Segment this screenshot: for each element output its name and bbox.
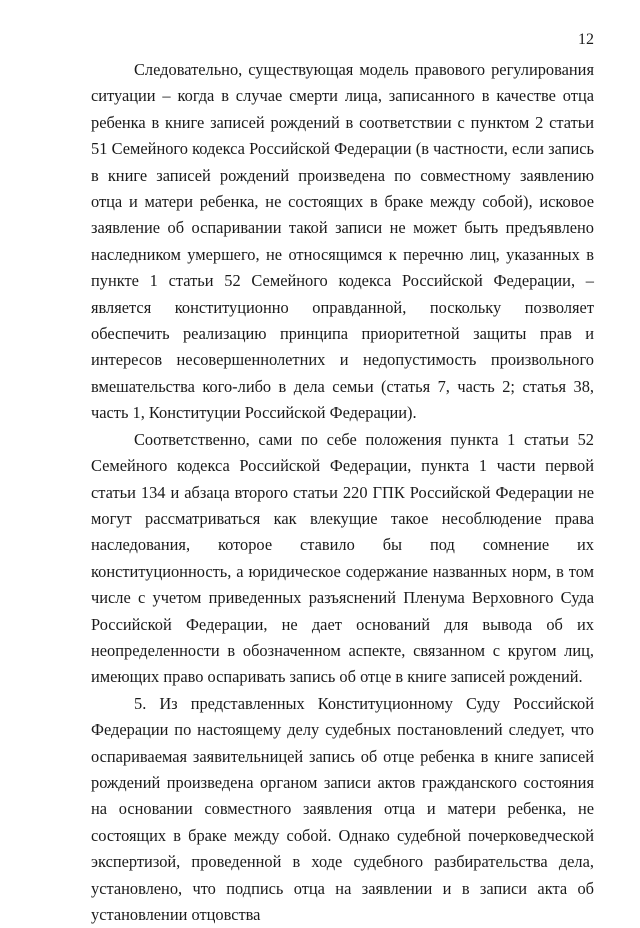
page-number: 12 xyxy=(578,31,594,48)
paragraph: Соответственно, сами по себе положения пункта 1 статьи 52 Семейного кодекса Российской Федерации, пункта 1 части первой статьи 134 и абзаца второго статьи 220 ГПК Российской Федерации не могут рассматриваться как влекущие такое несоблюдение права наследования, которое ставило бы под сомнение их конституционность, а юридическое содержание названных норм, в том числе с учетом приведенных разъяснений Пленума Верховного Суда Российской Федерации, не дает оснований для вывода об их неопределенности в обозначенном аспекте, связанном с кругом лиц, имеющих право оспаривать запись об отце в книге записей рождений. xyxy=(91,429,594,687)
paragraph: Следовательно, существующая модель правового регулирования ситуации – когда в случае смерти лица, записанного в качестве отца ребенка в книге записей рождений в соответствии с пунктом 2 статьи 51 Семейного кодекса Российской Федерации (в частности, если запись в книге записей рождений произведена по совместному заявлению отца и матери ребенка, не состоящих в браке между собой), исковое заявление об оспаривании такой записи не может быть предъявлено наследником умершего, не относящимся к перечню лиц, указанных в пункте 1 статьи 52 Семейного кодекса Российской Федерации, – является конституционно оправданной, поскольку позволяет обеспечить реализацию принципа приоритетной защиты прав и интересов несовершеннолетних и недопустимость произвольного вмешательства кого-либо в дела семьи (статья 7, часть 2; статья 38, часть 1, Конституции Российской Федерации). xyxy=(91,60,594,423)
paragraph: 5. Из представленных Конституционному Суду Российской Федерации по настоящему делу судебных постановлений следует, что оспариваемая заявительницей запись об отце ребенка в книге записей рождений произведена органом записи актов гражданского состояния на основании совместного заявления отца и матери ребенка, не состоящих в браке между собой. Однако судебной почерковедческой экспертизой, проведенной в ходе судебного разбирательства дела, установлено, что подпись отца на заявлении и в записи акта об установлении отцовства xyxy=(91,693,594,924)
document-body xyxy=(91,57,594,928)
